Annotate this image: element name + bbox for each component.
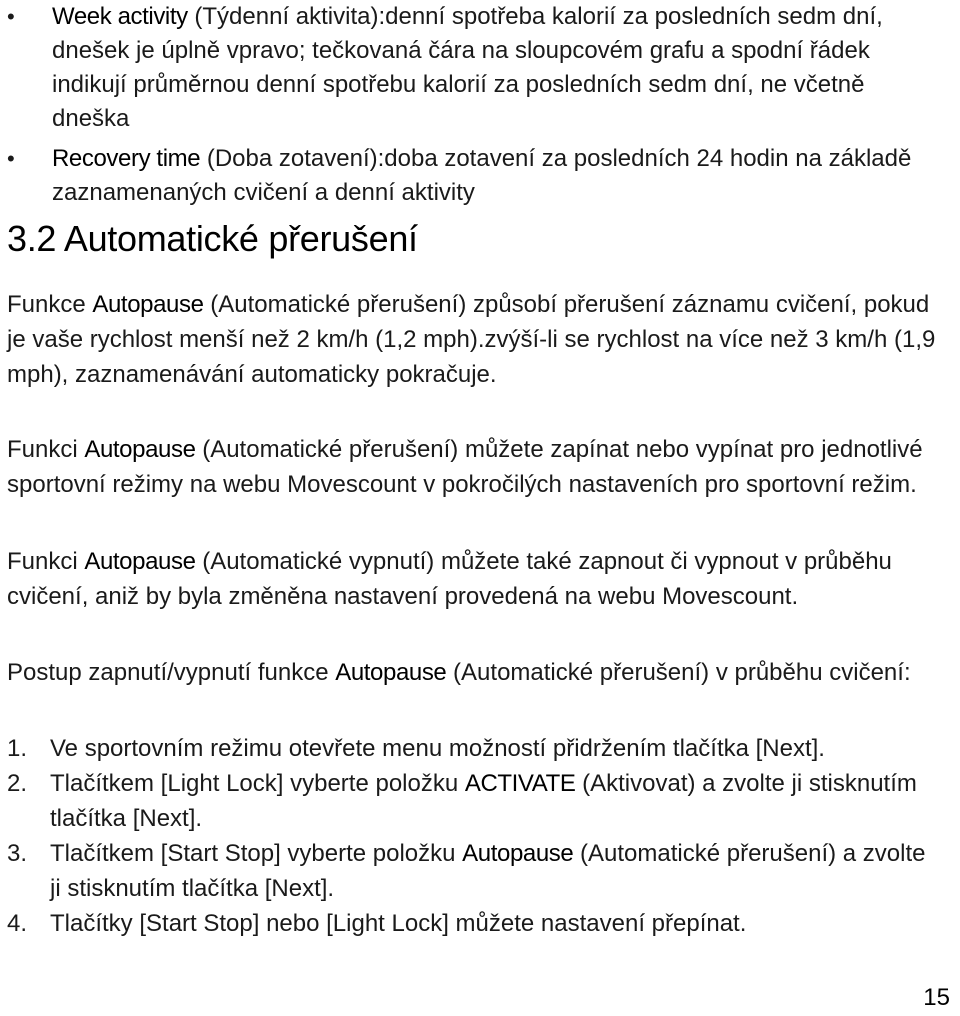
term-autopause: Autopause xyxy=(84,548,196,575)
paragraph-autopause-description xyxy=(7,287,937,392)
step-number: 1. xyxy=(7,735,28,762)
paragraph-text: (Automatické vypnutí) můžete také zapnout či vypnout v průběhu cvičení, aniž by byla změněna nastavení provedená na webu Movescount. xyxy=(7,548,892,610)
paragraph-text: (Automatické přerušení) v průběhu cvičení: xyxy=(446,659,911,686)
section-heading: 3.2 Automatické přerušení xyxy=(7,218,418,259)
term-activate: ACTIVATE xyxy=(464,770,576,797)
step-text: (Aktivovat) a zvolte ji stisknutím tlačítka [Next]. xyxy=(50,770,917,832)
paragraph-autopause-movescount xyxy=(7,432,937,502)
step-number: 3. xyxy=(7,840,28,867)
step-item xyxy=(7,906,937,941)
bullet-item-recovery-time xyxy=(0,142,930,210)
numbered-steps xyxy=(7,731,937,941)
step-text: Tlačítky [Start Stop] nebo [Light Lock] můžete nastavení přepínat. xyxy=(50,910,747,937)
term-autopause: Autopause xyxy=(84,436,196,463)
bullet-list xyxy=(0,0,930,210)
paragraph-autopause-during-exercise xyxy=(7,544,937,614)
paragraph-text: Funkci xyxy=(7,436,85,463)
bullet-marker: • xyxy=(7,146,15,171)
term-autopause: Autopause xyxy=(92,291,204,318)
paragraph-text: Funkce xyxy=(7,291,93,318)
step-item xyxy=(7,731,937,766)
step-item xyxy=(7,766,937,836)
bullet-marker: • xyxy=(7,4,15,29)
paragraph-procedure-intro xyxy=(7,655,937,690)
step-text: Tlačítkem [Start Stop] vyberte položku xyxy=(50,840,463,867)
paragraph-text: (Automatické přerušení) můžete zapínat nebo vypínat pro jednotlivé sportovní režimy na webu Movescount v pokročilých nastaveních pro sportovní režim. xyxy=(7,436,923,498)
step-number: 2. xyxy=(7,770,28,797)
bullet-text: (Týdenní aktivita):denní spotřeba kalorií za posledních sedm dní, dnešek je úplně vpravo; tečkovaná čára na sloupcovém grafu a spodní řádek indikují průměrnou denní spotřebu kalorií za posledních sedm dní, ne včetně dneška xyxy=(52,3,883,132)
term-autopause: Autopause xyxy=(335,659,447,686)
step-text: (Automatické přerušení) a zvolte ji stisknutím tlačítka [Next]. xyxy=(50,840,926,902)
term-recovery-time: Recovery time xyxy=(52,145,201,172)
step-text: Ve sportovním režimu otevřete menu možností přidržením tlačítka [Next]. xyxy=(50,735,825,762)
term-week-activity: Week activity xyxy=(52,3,188,30)
paragraph-text: Postup zapnutí/vypnutí funkce xyxy=(7,659,336,686)
paragraph-text: (Automatické přerušení) způsobí přerušení záznamu cvičení, pokud je vaše rychlost menší než 2 km/h (1,2 mph).zvýší-li se rychlost na více než 3 km/h (1,9 mph), zaznamenávání automaticky pokračuje. xyxy=(7,291,936,388)
paragraph-text: Funkci xyxy=(7,548,85,575)
step-item xyxy=(7,836,937,906)
page-number: 15 xyxy=(923,984,950,1011)
step-text: Tlačítkem [Light Lock] vyberte položku xyxy=(50,770,465,797)
bullet-item-week-activity xyxy=(0,0,930,136)
term-autopause: Autopause xyxy=(462,840,574,867)
bullet-text: (Doba zotavení):doba zotavení za posledních 24 hodin na základě zaznamenaných cvičení a denní aktivity xyxy=(52,145,912,206)
step-number: 4. xyxy=(7,910,28,937)
